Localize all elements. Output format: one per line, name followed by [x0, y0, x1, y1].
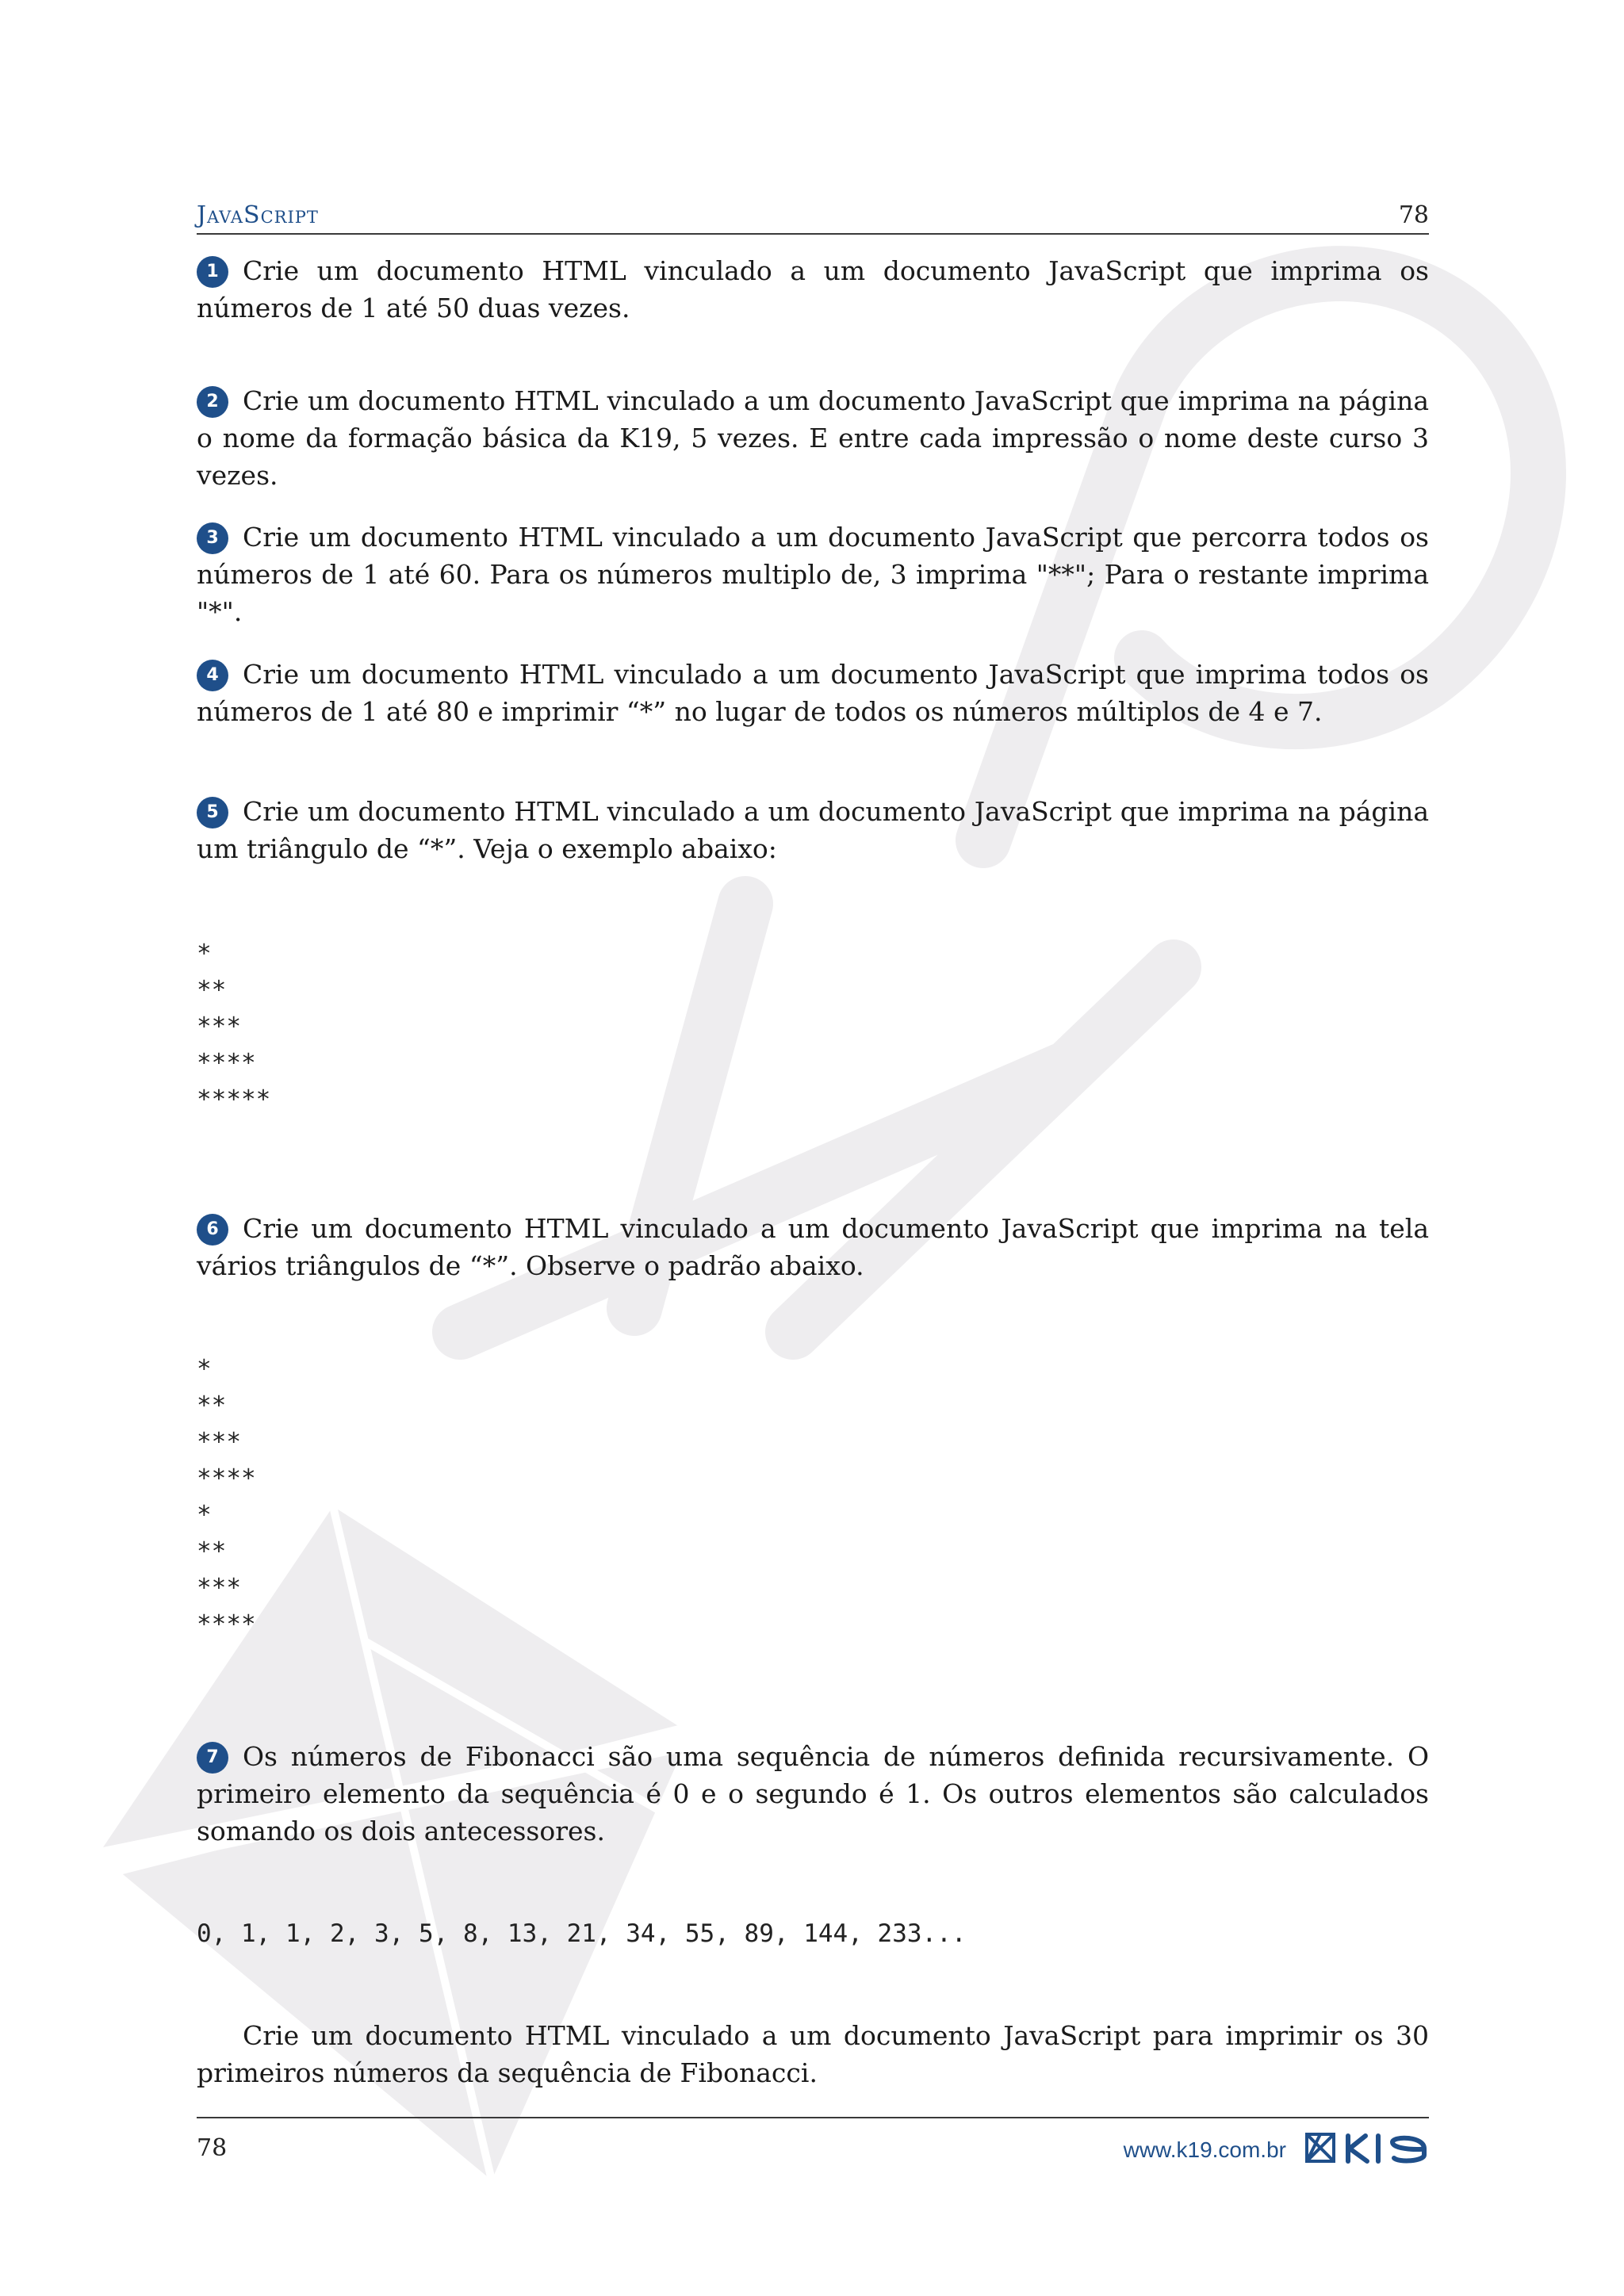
running-header [197, 198, 1429, 235]
exercise-number-badge: 5 [197, 797, 228, 828]
exercise-6 [197, 1210, 1429, 1284]
exercise-text: Crie um documento HTML vinculado a um documento JavaScript que imprima todos os números de 1 até 80 e imprimir “*” no lugar de todos os números múltiplos de 4 e 7. [197, 659, 1429, 727]
triangle-example-code: * ** *** **** ***** [197, 939, 271, 1114]
exercise-3 [197, 519, 1429, 630]
k19-logo [1305, 2131, 1429, 2166]
header-page-number: 78 [1398, 201, 1429, 229]
exercise-text: Crie um documento HTML vinculado a um documento JavaScript que imprima na tela vários triângulos de “*”. Observe o padrão abaixo. [197, 1213, 1429, 1281]
exercise-text: Crie um documento HTML vinculado a um documento JavaScript que imprima os números de 1 até 50 duas vezes. [197, 255, 1429, 323]
exercise-number-badge: 6 [197, 1214, 228, 1246]
footer-page-number: 78 [197, 2134, 228, 2162]
exercise-4 [197, 656, 1429, 730]
exercise-number-badge: 4 [197, 660, 228, 691]
exercise-number-badge: 7 [197, 1742, 228, 1774]
running-footer [197, 2117, 1429, 2174]
exercise-number-badge: 2 [197, 386, 228, 418]
exercise-text: Os números de Fibonacci são uma sequência de números definida recursivamente. O primeiro elemento da sequência é 0 e o segundo é 1. Os outros elementos são calculados somando os dois antecessores. [197, 1741, 1429, 1846]
exercise-2 [197, 382, 1429, 494]
header-title: JavaScript [197, 201, 319, 229]
exercise-7 [197, 1738, 1429, 1850]
exercise-text: Crie um documento HTML vinculado a um documento JavaScript que imprima na página um triângulo de “*”. Veja o exemplo abaixo: [197, 796, 1429, 864]
footer-url-link[interactable]: www.k19.com.br [1123, 2137, 1286, 2162]
exercise-text: Crie um documento HTML vinculado a um documento JavaScript que imprima na página o nome da formação básica da K19, 5 vezes. E entre cada impressão o nome deste curso 3 vezes. [197, 385, 1429, 491]
exercise-5 [197, 793, 1429, 867]
triangles-pattern-code: * ** *** **** * ** *** **** [197, 1355, 256, 1639]
exercise-number-badge: 1 [197, 256, 228, 288]
exercise-number-badge: 3 [197, 522, 228, 554]
fibonacci-sequence-code: 0, 1, 1, 2, 3, 5, 8, 13, 21, 34, 55, 89, 144, 233... [197, 1919, 967, 1948]
exercise-1 [197, 252, 1429, 327]
exercise-text: Crie um documento HTML vinculado a um documento JavaScript que percorra todos os números de 1 até 60. Para os números multiplo de, 3 imprima "**"; Para o restante imprima "*". [197, 522, 1429, 627]
exercise-7-followup [197, 2017, 1429, 2091]
exercise-followup-text: Crie um documento HTML vinculado a um documento JavaScript para imprimir os 30 primeiros números da sequência de Fibonacci. [197, 2020, 1429, 2088]
